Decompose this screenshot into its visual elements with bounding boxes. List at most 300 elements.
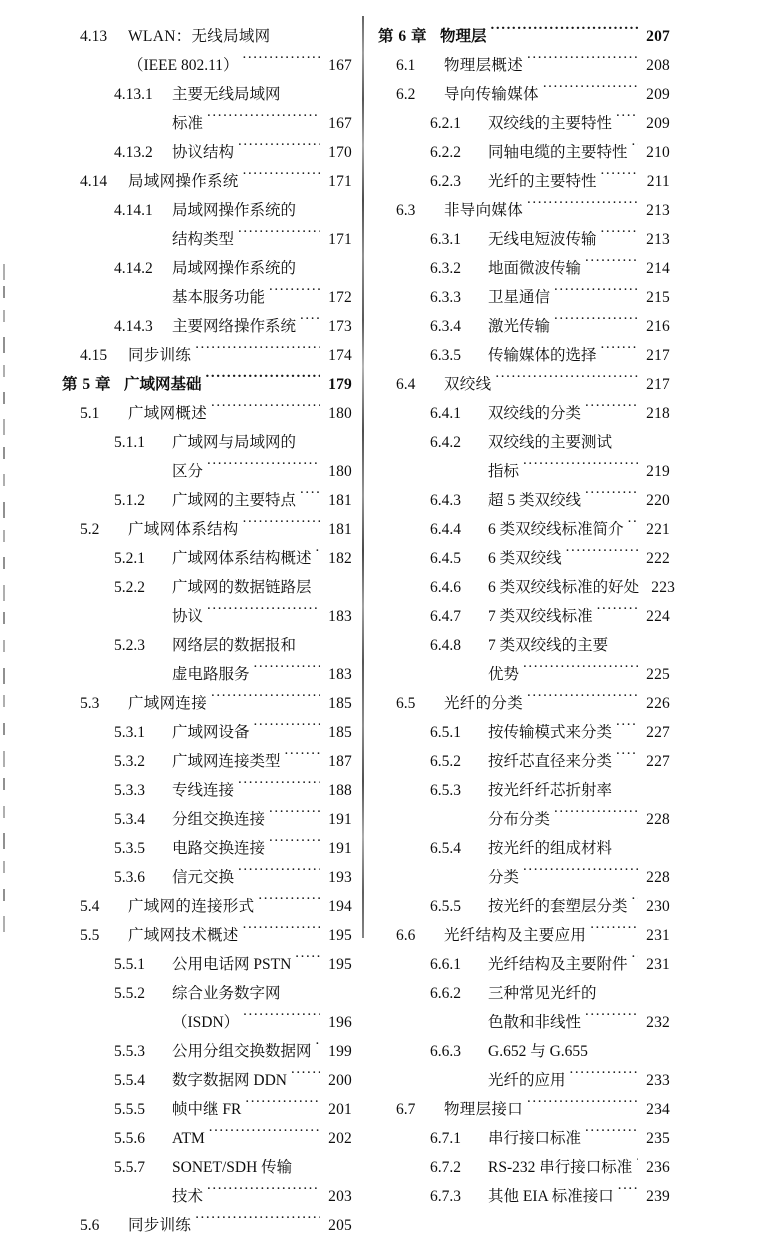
toc-entry-number: 5.4 xyxy=(80,898,100,915)
toc-entry-number: 6.4.8 xyxy=(430,637,461,654)
toc-page-number: 234 xyxy=(646,1101,670,1118)
toc-leader-dots xyxy=(207,1186,320,1202)
toc-page-number: 187 xyxy=(328,753,352,770)
toc-entry-title: 广域网基础 xyxy=(124,376,202,393)
toc-leader-dots xyxy=(245,1099,320,1115)
toc-entry[interactable] xyxy=(378,138,670,167)
toc-leader-dots xyxy=(254,722,320,738)
toc-page-number: 221 xyxy=(646,521,670,538)
toc-entry[interactable] xyxy=(378,22,670,51)
toc-entry-title: G.652 与 G.655 xyxy=(488,1043,588,1060)
toc-page-number: 210 xyxy=(646,144,670,161)
toc-entry-number: 6.3.2 xyxy=(430,260,461,277)
toc-entry[interactable] xyxy=(62,1008,352,1037)
toc-page-number: 179 xyxy=(328,376,352,393)
toc-entry-number: 5.5.7 xyxy=(114,1159,145,1176)
toc-leader-dots xyxy=(554,287,638,303)
toc-entry[interactable] xyxy=(378,1037,670,1066)
toc-leader-dots xyxy=(243,925,320,941)
toc-entry[interactable] xyxy=(378,486,670,515)
toc-leader-dots xyxy=(295,954,320,970)
toc-entry-number: 5.5.1 xyxy=(114,956,145,973)
toc-leader-dots xyxy=(243,55,321,71)
toc-entry[interactable] xyxy=(378,776,670,805)
toc-leader-dots xyxy=(207,113,320,129)
toc-entry-title: 6 类双绞线标准的好处 xyxy=(488,579,640,596)
toc-entry[interactable] xyxy=(62,660,352,689)
toc-entry-number: 6.2 xyxy=(396,86,416,103)
toc-entry[interactable] xyxy=(378,1153,670,1182)
toc-entry-number: 第 5 章 xyxy=(62,376,112,393)
toc-leader-dots xyxy=(258,896,320,912)
toc-page-number: 172 xyxy=(328,289,352,306)
toc-entry[interactable] xyxy=(62,428,352,457)
toc-entry[interactable] xyxy=(62,370,352,399)
toc-leader-dots xyxy=(300,490,320,506)
toc-entry-number: 5.3.1 xyxy=(114,724,145,741)
toc-entry-title: 广域网体系结构 xyxy=(128,521,239,538)
toc-entry[interactable] xyxy=(62,283,352,312)
toc-entry-title: 按光纤纤芯折射率 xyxy=(488,782,613,799)
toc-entry-title: 协议 xyxy=(172,608,204,625)
toc-leader-dots xyxy=(243,519,320,535)
toc-entry-number: 6.2.3 xyxy=(430,173,461,190)
toc-entry[interactable] xyxy=(378,834,670,863)
toc-entry[interactable] xyxy=(62,892,352,921)
toc-entry[interactable] xyxy=(378,225,670,254)
toc-entry[interactable] xyxy=(378,1066,670,1095)
toc-entry-title: 广域网概述 xyxy=(128,405,208,422)
toc-entry-title: 同步训练 xyxy=(128,347,192,364)
toc-entry-title: 技术 xyxy=(172,1188,204,1205)
toc-entry-number: 6.6.3 xyxy=(430,1043,461,1060)
toc-page-number: 214 xyxy=(646,260,670,277)
toc-entry-title: 色散和非线性 xyxy=(488,1014,582,1031)
toc-entry-title: 6 类双绞线 xyxy=(488,550,562,567)
toc-leader-dots xyxy=(495,374,638,390)
toc-entry-number: 4.14.2 xyxy=(114,260,153,277)
toc-entry[interactable] xyxy=(378,950,670,979)
toc-entry-number: 6.4.1 xyxy=(430,405,461,422)
toc-leader-dots xyxy=(296,1157,350,1173)
toc-entry[interactable] xyxy=(378,1182,670,1211)
toc-entry-number: 6.7.2 xyxy=(430,1159,461,1176)
toc-entry-number: 4.14.1 xyxy=(114,202,153,219)
toc-leader-dots xyxy=(269,809,320,825)
toc-page-number: 193 xyxy=(328,869,352,886)
toc-entry-title: 帧中继 FR xyxy=(172,1101,242,1118)
toc-leader-dots xyxy=(632,954,638,970)
toc-leader-dots xyxy=(597,606,638,622)
toc-page-number: 239 xyxy=(646,1188,670,1205)
toc-page-number: 181 xyxy=(328,521,352,538)
toc-entry-title: （IEEE 802.11） xyxy=(128,57,239,74)
toc-leader-dots xyxy=(238,780,320,796)
toc-entry[interactable] xyxy=(62,80,352,109)
toc-leader-dots xyxy=(491,26,638,42)
toc-leader-dots xyxy=(316,577,350,593)
toc-entry-title: 光纤结构及主要附件 xyxy=(488,956,628,973)
toc-entry[interactable] xyxy=(378,805,670,834)
toc-entry[interactable] xyxy=(62,341,352,370)
toc-entry[interactable] xyxy=(62,457,352,486)
toc-entry[interactable] xyxy=(378,573,676,602)
toc-entry-number: 6.4.4 xyxy=(430,521,461,538)
toc-entry-title: 信元交换 xyxy=(172,869,235,886)
toc-entry-number: 6.3.4 xyxy=(430,318,461,335)
toc-page-number: 218 xyxy=(646,405,670,422)
toc-entry-title: 地面微波传输 xyxy=(488,260,582,277)
toc-entry-title: 按光纤的组成材料 xyxy=(488,840,613,857)
toc-entry-title: 广域网的数据链路层 xyxy=(172,579,312,596)
toc-leader-dots xyxy=(300,200,350,216)
toc-leader-dots xyxy=(636,1157,638,1173)
toc-entry[interactable] xyxy=(62,1066,352,1095)
toc-entry-title: 广域网设备 xyxy=(172,724,250,741)
toc-leader-dots xyxy=(285,84,350,100)
toc-page-number: 224 xyxy=(646,608,670,625)
toc-page-number: 215 xyxy=(646,289,670,306)
toc-entry-number: 4.14 xyxy=(80,173,108,190)
toc-leader-dots xyxy=(554,316,638,332)
toc-leader-dots xyxy=(316,548,320,564)
toc-page-number: 231 xyxy=(646,956,670,973)
toc-entry-title: 基本服务功能 xyxy=(172,289,266,306)
toc-page-number: 209 xyxy=(646,86,670,103)
toc-entry-title: 数字数据网 DDN xyxy=(172,1072,287,1089)
toc-leader-dots xyxy=(585,258,638,274)
toc-page-number: 191 xyxy=(328,840,352,857)
toc-entry-title: 局域网操作系统的 xyxy=(172,202,297,219)
toc-entry[interactable] xyxy=(62,718,352,747)
toc-entry-title: 区分 xyxy=(172,463,204,480)
toc-leader-dots xyxy=(601,171,638,187)
toc-entry-number: 4.13.2 xyxy=(114,144,153,161)
toc-entry-number: 6.5.5 xyxy=(430,898,461,915)
toc-entry-title: 双绞线的主要测试 xyxy=(488,434,613,451)
toc-entry-number: 4.13 xyxy=(80,28,108,45)
toc-entry-title: 按光纤的套塑层分类 xyxy=(488,898,628,915)
toc-leader-dots xyxy=(554,809,638,825)
toc-entry[interactable] xyxy=(378,1095,670,1124)
toc-leader-dots xyxy=(207,606,320,622)
toc-page-number: 225 xyxy=(646,666,670,683)
toc-entry[interactable] xyxy=(62,1182,352,1211)
toc-entry[interactable] xyxy=(62,1153,352,1182)
toc-entry[interactable] xyxy=(62,312,352,341)
toc-column-right xyxy=(378,22,676,1211)
toc-leader-dots xyxy=(523,461,638,477)
toc-page-number: 171 xyxy=(328,231,352,248)
toc-leader-dots xyxy=(300,432,350,448)
toc-entry-number: 5.5.3 xyxy=(114,1043,145,1060)
toc-leader-dots xyxy=(585,1012,638,1028)
toc-entry[interactable] xyxy=(378,254,670,283)
toc-leader-dots xyxy=(601,345,638,361)
toc-leader-dots xyxy=(632,142,638,158)
toc-entry-number: 5.5.6 xyxy=(114,1130,145,1147)
toc-entry-title: 局域网操作系统的 xyxy=(172,260,297,277)
toc-entry[interactable] xyxy=(62,254,352,283)
toc-entry-title: 物理层接口 xyxy=(444,1101,524,1118)
toc-entry-title: 按纤芯直径来分类 xyxy=(488,753,613,770)
toc-leader-dots xyxy=(206,374,320,390)
toc-entry[interactable] xyxy=(378,1008,670,1037)
toc-entry-title: 电路交换连接 xyxy=(172,840,266,857)
toc-entry-title: 分类 xyxy=(488,869,520,886)
toc-entry[interactable] xyxy=(378,399,670,428)
toc-entry[interactable] xyxy=(62,515,352,544)
toc-entry[interactable] xyxy=(62,950,352,979)
toc-entry[interactable] xyxy=(378,921,670,950)
toc-page-number: 220 xyxy=(646,492,670,509)
toc-entry[interactable] xyxy=(378,370,670,399)
toc-leader-dots xyxy=(566,548,638,564)
toc-page-number: 228 xyxy=(646,811,670,828)
toc-page-number: 233 xyxy=(646,1072,670,1089)
toc-leader-dots xyxy=(585,490,638,506)
toc-entry[interactable] xyxy=(378,80,670,109)
toc-entry-number: 5.2.2 xyxy=(114,579,145,596)
toc-entry-title: 双绞线的分类 xyxy=(488,405,582,422)
toc-page-number: 188 xyxy=(328,782,352,799)
toc-entry[interactable] xyxy=(378,51,670,80)
toc-entry-title: 7 类双绞线标准 xyxy=(488,608,593,625)
toc-page-number: 182 xyxy=(328,550,352,567)
toc-entry-title: 传输媒体的选择 xyxy=(488,347,597,364)
toc-entry[interactable] xyxy=(378,457,670,486)
toc-entry[interactable] xyxy=(62,399,352,428)
toc-entry-title: 双绞线 xyxy=(444,376,492,393)
toc-entry[interactable] xyxy=(62,921,352,950)
toc-leader-dots xyxy=(285,983,350,999)
toc-entry[interactable] xyxy=(378,109,670,138)
toc-page-number: 213 xyxy=(646,231,670,248)
toc-entry[interactable] xyxy=(378,689,670,718)
toc-entry[interactable] xyxy=(62,167,352,196)
toc-entry-title: （ISDN） xyxy=(172,1014,240,1031)
toc-entry-number: 6.5 xyxy=(396,695,416,712)
toc-entry[interactable] xyxy=(62,602,352,631)
toc-entry[interactable] xyxy=(62,863,352,892)
toc-entry-number: 5.3.5 xyxy=(114,840,145,857)
toc-leader-dots xyxy=(269,838,320,854)
toc-column-left xyxy=(62,22,352,1240)
toc-entry[interactable] xyxy=(378,718,670,747)
toc-page-number: 207 xyxy=(646,28,670,45)
toc-leader-dots xyxy=(585,1128,638,1144)
toc-entry-title: 虚电路服务 xyxy=(172,666,250,683)
toc-page-number: 173 xyxy=(328,318,352,335)
toc-entry[interactable] xyxy=(62,196,352,225)
toc-entry-number: 6.7 xyxy=(396,1101,416,1118)
toc-entry-number: 5.2 xyxy=(80,521,100,538)
toc-page-number: 205 xyxy=(328,1217,352,1234)
toc-entry-title: 分组交换连接 xyxy=(172,811,266,828)
toc-leader-dots xyxy=(543,84,638,100)
toc-leader-dots xyxy=(238,867,320,883)
toc-entry-number: 6.4.7 xyxy=(430,608,461,625)
toc-page-number: 180 xyxy=(328,463,352,480)
toc-entry[interactable] xyxy=(378,312,670,341)
toc-entry-title: 6 类双绞线标准简介 xyxy=(488,521,624,538)
toc-leader-dots xyxy=(527,200,638,216)
toc-entry-title: 广域网技术概述 xyxy=(128,927,239,944)
toc-entry[interactable] xyxy=(378,660,670,689)
toc-entry[interactable] xyxy=(62,544,352,573)
toc-entry[interactable] xyxy=(378,863,670,892)
toc-entry-title: 主要无线局域网 xyxy=(172,86,281,103)
toc-entry[interactable] xyxy=(62,22,352,51)
toc-entry-number: 5.2.1 xyxy=(114,550,145,567)
toc-entry-title: 其他 EIA 标准接口 xyxy=(488,1188,614,1205)
toc-entry[interactable] xyxy=(62,1211,352,1240)
toc-entry-title: 广域网连接 xyxy=(128,695,208,712)
toc-entry-number: 6.3 xyxy=(396,202,416,219)
toc-entry-number: 6.3.3 xyxy=(430,289,461,306)
toc-page-number: 181 xyxy=(328,492,352,509)
toc-leader-dots xyxy=(590,925,638,941)
toc-entry[interactable] xyxy=(62,834,352,863)
toc-leader-dots xyxy=(601,229,638,245)
toc-entry[interactable] xyxy=(378,1124,670,1153)
toc-entry-title: 光纤的应用 xyxy=(488,1072,566,1089)
toc-entry-title: 7 类双绞线的主要 xyxy=(488,637,609,654)
toc-leader-dots xyxy=(243,1012,320,1028)
toc-entry-number: 6.4 xyxy=(396,376,416,393)
toc-page-number: 223 xyxy=(651,579,676,596)
toc-entry-title: 网络层的数据报和 xyxy=(172,637,297,654)
toc-entry[interactable] xyxy=(62,225,352,254)
toc-entry[interactable] xyxy=(62,979,352,1008)
toc-entry-number: 6.5.3 xyxy=(430,782,461,799)
toc-entry-number: 6.5.1 xyxy=(430,724,461,741)
toc-entry-title: 导向传输媒体 xyxy=(444,86,539,103)
toc-entry[interactable] xyxy=(62,747,352,776)
toc-leader-dots xyxy=(523,867,638,883)
toc-leader-dots xyxy=(616,432,668,448)
toc-entry-number: 5.5.2 xyxy=(114,985,145,1002)
toc-entry[interactable] xyxy=(62,1124,352,1153)
toc-entry-title: 激光传输 xyxy=(488,318,551,335)
toc-entry-title: 公用电话网 PSTN xyxy=(172,956,292,973)
toc-leader-dots xyxy=(628,519,638,535)
toc-entry-number: 5.5.4 xyxy=(114,1072,145,1089)
toc-entry[interactable] xyxy=(378,515,670,544)
toc-entry-title: 专线连接 xyxy=(172,782,235,799)
toc-entry[interactable] xyxy=(378,544,670,573)
toc-entry[interactable] xyxy=(378,979,670,1008)
toc-entry[interactable] xyxy=(62,573,352,602)
toc-page-number: 183 xyxy=(328,666,352,683)
toc-entry[interactable] xyxy=(62,1095,352,1124)
toc-entry-number: 6.7.3 xyxy=(430,1188,461,1205)
toc-entry-title: WLAN：无线局域网 xyxy=(128,28,271,45)
toc-entry-title: 广域网与局域网的 xyxy=(172,434,297,451)
toc-entry[interactable] xyxy=(62,138,352,167)
toc-leader-dots xyxy=(527,1099,638,1115)
toc-entry-title: RS-232 串行接口标准 xyxy=(488,1159,633,1176)
toc-entry-title: 卫星通信 xyxy=(488,289,551,306)
toc-leader-dots xyxy=(618,1186,638,1202)
toc-leader-dots xyxy=(238,142,320,158)
toc-entry[interactable] xyxy=(62,486,352,515)
toc-entry[interactable] xyxy=(378,631,670,660)
toc-entry-number: 6.5.4 xyxy=(430,840,461,857)
toc-entry-number: 5.5 xyxy=(80,927,100,944)
toc-entry[interactable] xyxy=(378,747,670,776)
toc-entry-number: 6.7.1 xyxy=(430,1130,461,1147)
toc-entry-number: 5.1 xyxy=(80,405,100,422)
toc-entry[interactable] xyxy=(62,109,352,138)
toc-leader-dots xyxy=(195,1215,320,1231)
toc-entry-number: 6.6 xyxy=(396,927,416,944)
toc-leader-dots xyxy=(195,345,320,361)
toc-page-number: 230 xyxy=(646,898,670,915)
toc-leader-dots xyxy=(207,461,320,477)
toc-entry-number: 5.3.4 xyxy=(114,811,145,828)
toc-entry[interactable] xyxy=(378,283,670,312)
toc-entry[interactable] xyxy=(378,196,670,225)
toc-entry-title: 串行接口标准 xyxy=(488,1130,582,1147)
toc-entry-number: 4.14.3 xyxy=(114,318,153,335)
toc-page-number: 211 xyxy=(646,173,670,190)
toc-entry-number: 5.2.3 xyxy=(114,637,145,654)
toc-entry[interactable] xyxy=(62,631,352,660)
toc-entry[interactable] xyxy=(62,1037,352,1066)
toc-entry[interactable] xyxy=(378,602,670,631)
toc-entry[interactable] xyxy=(378,428,670,457)
toc-leader-dots xyxy=(616,751,638,767)
toc-entry-number: 第 6 章 xyxy=(378,28,428,45)
toc-entry-number: 5.3.3 xyxy=(114,782,145,799)
toc-entry[interactable] xyxy=(378,167,670,196)
toc-entry-number: 5.1.2 xyxy=(114,492,145,509)
toc-entry-title: 双绞线的主要特性 xyxy=(488,115,613,132)
toc-leader-dots xyxy=(275,26,351,42)
toc-entry-number: 6.4.3 xyxy=(430,492,461,509)
toc-entry-title: 物理层概述 xyxy=(444,57,524,74)
toc-entry-number: 6.4.6 xyxy=(430,579,461,596)
toc-entry[interactable] xyxy=(62,805,352,834)
toc-page-number: 232 xyxy=(646,1014,670,1031)
toc-page-number: 235 xyxy=(646,1130,670,1147)
toc-leader-dots xyxy=(616,838,668,854)
toc-page-number: 227 xyxy=(646,724,670,741)
toc-entry[interactable] xyxy=(62,51,352,80)
toc-entry-number: 6.4.5 xyxy=(430,550,461,567)
toc-entry[interactable] xyxy=(378,892,670,921)
toc-entry-number: 5.6 xyxy=(80,1217,100,1234)
toc-page-number: 167 xyxy=(328,115,352,132)
toc-leader-dots xyxy=(209,1128,320,1144)
toc-entry-title: 光纤结构及主要应用 xyxy=(444,927,587,944)
toc-page-number: 227 xyxy=(646,753,670,770)
toc-leader-dots xyxy=(570,1070,638,1086)
toc-page-number: 191 xyxy=(328,811,352,828)
toc-entry-title: 分布分类 xyxy=(488,811,551,828)
toc-entry[interactable] xyxy=(378,341,670,370)
toc-page-number: 196 xyxy=(328,1014,352,1031)
toc-leader-dots xyxy=(269,287,320,303)
toc-entry-title: 光纤的主要特性 xyxy=(488,173,597,190)
toc-entry-title: 无线电短波传输 xyxy=(488,231,597,248)
toc-entry[interactable] xyxy=(62,776,352,805)
toc-entry[interactable] xyxy=(62,689,352,718)
toc-page-number: 208 xyxy=(646,57,670,74)
toc-entry-number: 5.3.6 xyxy=(114,869,145,886)
toc-entry-title: 同步训练 xyxy=(128,1217,192,1234)
